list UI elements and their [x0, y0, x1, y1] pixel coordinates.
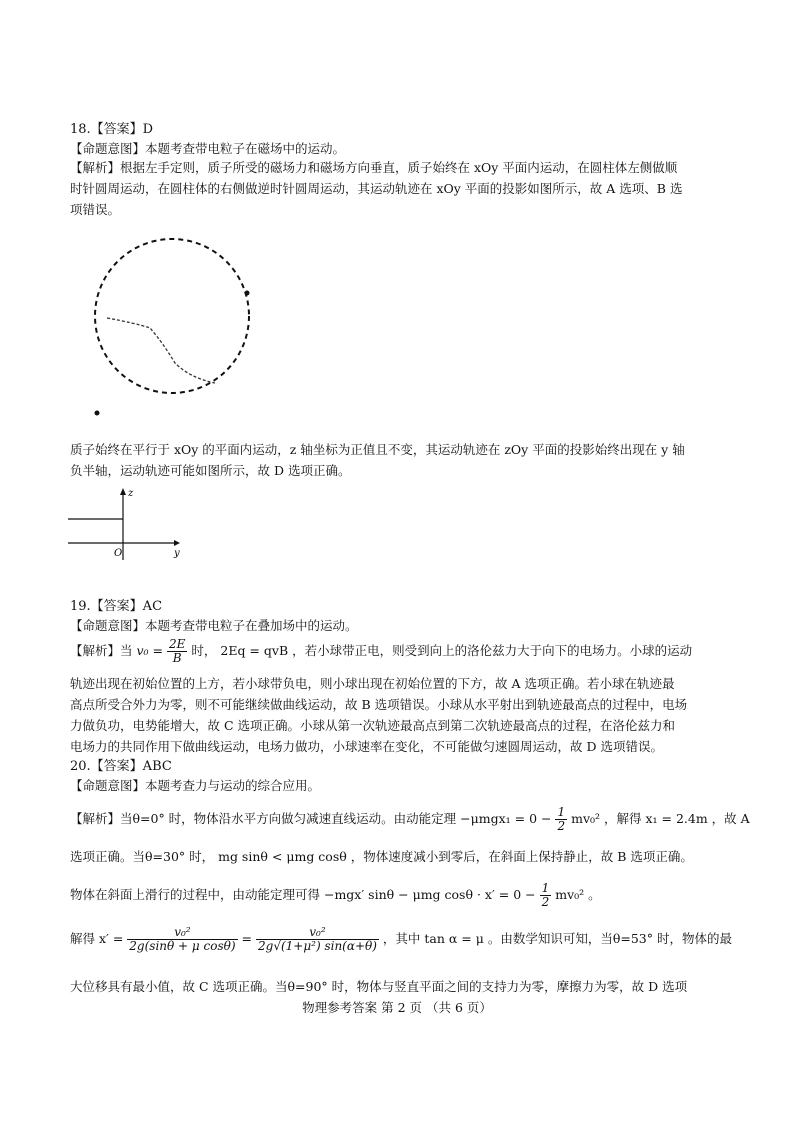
q20-a4-eq: = [241, 931, 253, 946]
q19-frac-num: 2E [169, 637, 186, 651]
q20-a1-pre: 【解析】当θ=0° 时，物体沿水平方向做匀减速直线运动。由动能定理 −μmgx₁ = 0 − [70, 811, 552, 826]
q19-analysis-pre: 【解析】当 [70, 643, 133, 658]
q18-analysis-3: 项错误。 [70, 202, 121, 217]
q20-a4-f1-den: 2g(sinθ + μ cosθ) [129, 939, 236, 953]
q20-a4-f1-num: v₀² [127, 926, 237, 940]
q18-circle-figure [85, 238, 265, 423]
q20-a4-f2-den: 2g√(1+μ²) sin(α+θ) [258, 939, 377, 953]
q20-a4-fraction-1 [127, 926, 237, 953]
q20-a1-fraction [555, 806, 567, 833]
q20-a3-post: mv₀² 。 [555, 887, 601, 902]
q18-analysis-5: 负半轴，运动轨迹可能如图所示，故 D 选项正确。 [70, 463, 351, 478]
q20-a1-frac-num: 1 [557, 805, 566, 819]
q20-answer: 20.【答案】ABC [70, 759, 172, 774]
q20-analysis-4 [70, 926, 732, 953]
q19-v0: v₀ = [136, 643, 164, 658]
q20-a3-pre: 物体在斜面上滑行的过程中，由动能定理可得 −mgx′ sinθ − μmg cosθ · x′ = 0 − [70, 887, 536, 902]
q20-a1-frac-den: 2 [557, 819, 566, 833]
q20-a4-fraction-2 [256, 926, 379, 953]
q20-analysis-5: 大位移具有最小值，故 C 选项正确。当θ=90° 时，物体与竖直平面之间的支持力为零，摩擦力为零，故 D 选项 [70, 979, 688, 994]
q20-a3-fraction [540, 882, 552, 909]
q18-answer: 18.【答案】D [70, 122, 154, 137]
q19-answer: 19.【答案】AC [70, 599, 163, 614]
q20-a3-frac-num: 1 [541, 881, 550, 895]
q18-intent: 【命题意图】本题考查带电粒子在磁场中的运动。 [70, 141, 346, 156]
inner-trajectory-arc [107, 318, 215, 383]
q20-a1-post: mv₀² ，解得 x₁ = 2.4m ，故 A [571, 811, 750, 826]
q19-analysis-2: 轨迹出现在初始位置的上方，若小球带负电，则小球出现在初始位置的下方，故 A 选项正确。若小球在轨迹最 [70, 676, 675, 691]
q20-analysis-1 [70, 806, 750, 833]
dot-bottom-left [95, 411, 100, 416]
y-axis-arrow [174, 540, 180, 546]
q18-analysis-2: 时针圆周运动，在圆柱体的右侧做逆时针圆周运动，其运动轨迹在 xOy 平面的投影如图所示，故 A 选项、B 选 [70, 181, 683, 196]
trajectory-circle [95, 239, 249, 393]
q19-analysis-4: 力做负功，电势能增大，故 C 选项正确。小球从第一次轨迹最高点到第二次轨迹最高点的过程，在洛伦兹力和 [70, 718, 676, 733]
q19-analysis-5: 电场力的共同作用下做曲线运动，电场力做功，小球速率在变化，不可能做匀速圆周运动，故 D 选项错误。 [70, 739, 663, 754]
q19-analysis-mid: 时， 2Eq = qvB ，若小球带正电，则受到向上的洛伦兹力大于向下的电场力。小球的运动 [191, 643, 693, 658]
origin-label: O [114, 548, 123, 559]
q19-intent: 【命题意图】本题考查带电粒子在叠加场中的运动。 [70, 618, 358, 633]
q20-analysis-3 [70, 882, 601, 909]
y-axis-label: y [174, 548, 180, 559]
q20-a3-frac-den: 2 [541, 895, 550, 909]
q20-a4-f2-num: v₀² [256, 926, 379, 940]
q19-analysis-1 [70, 638, 692, 665]
dot-right [245, 291, 250, 296]
page-footer: 物理参考答案 第 2 页 （共 6 页） [302, 1000, 492, 1015]
q19-frac-den: B [172, 651, 182, 665]
q20-analysis-2: 选项正确。当θ=30° 时， mg sinθ < μmg cosθ ，物体速度减小到零后，在斜面上保持静止，故 B 选项正确。 [70, 849, 693, 864]
q19-fraction [167, 638, 187, 665]
q19-analysis-3: 高点所受合外力为零，则不可能继续做曲线运动，故 B 选项错误。小球从水平射出到轨迹最高点的过程中，电场 [70, 697, 688, 712]
z-axis-label: z [128, 488, 134, 499]
q18-analysis-4: 质子始终在平行于 xOy 的平面内运动，z 轴坐标为正值且不变，其运动轨迹在 zOy 平面的投影始终出现在 y 轴 [70, 442, 685, 457]
z-axis-arrow [120, 488, 126, 495]
q20-intent: 【命题意图】本题考查力与运动的综合应用。 [70, 778, 321, 793]
q20-a4-pre: 解得 x′ = [70, 931, 124, 946]
q18-zy-figure [68, 484, 188, 564]
q18-analysis-1: 【解析】根据左手定则，质子所受的磁场力和磁场方向垂直，质子始终在 xOy 平面内运动，在圆柱体左侧做顺 [70, 160, 678, 175]
q20-a4-post: ，其中 tan α = μ 。由数学知识可知，当θ=53° 时，物体的最 [382, 931, 732, 946]
